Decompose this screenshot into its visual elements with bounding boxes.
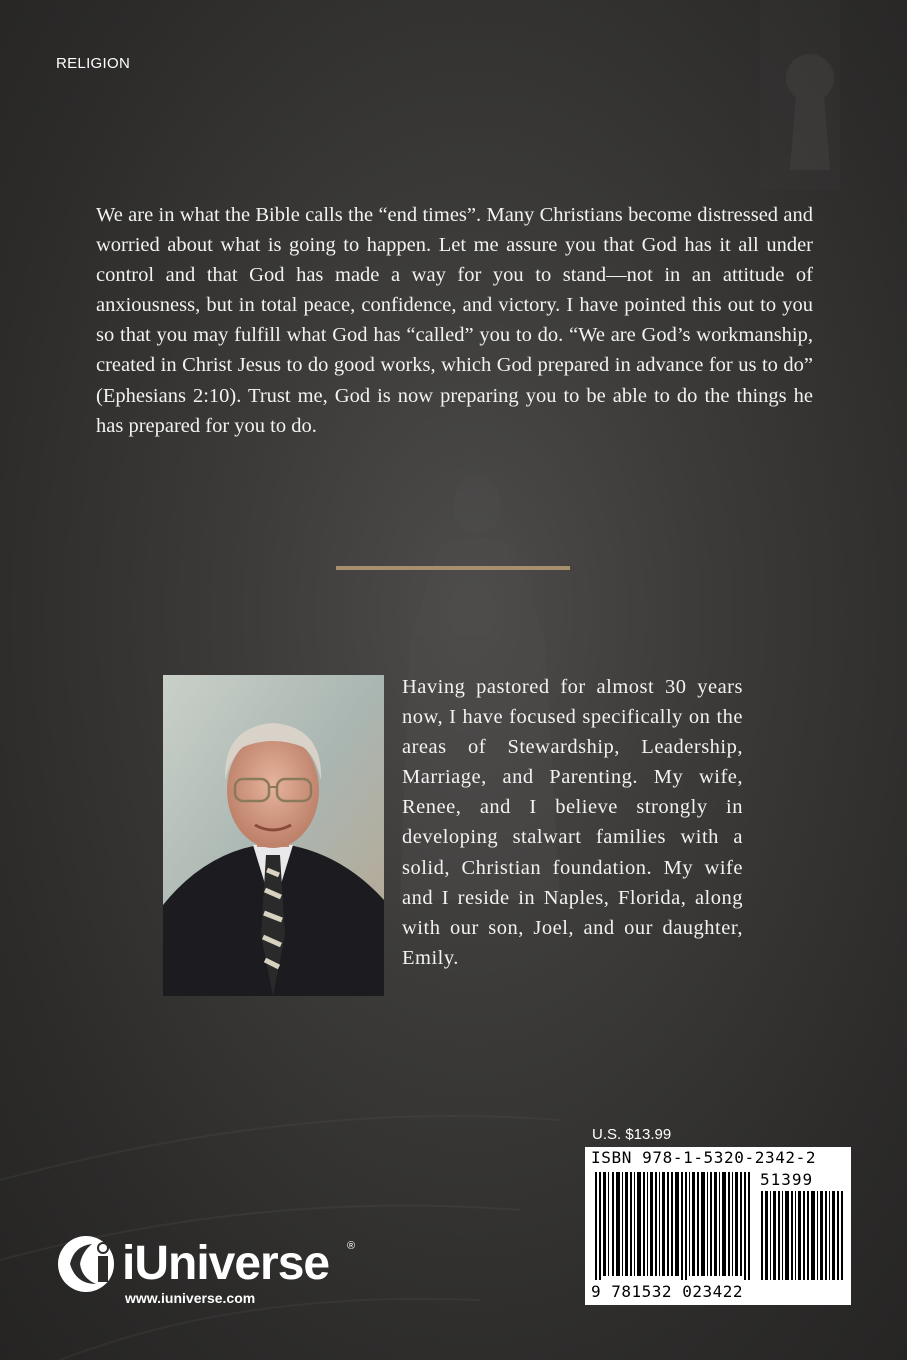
isbn-barcode: [585, 1147, 851, 1305]
price-addon-number: 51399: [760, 1170, 814, 1189]
category-label: RELIGION: [56, 55, 131, 72]
publisher-logo: [56, 1232, 356, 1312]
door-edge: [760, 0, 840, 190]
author-photo: [163, 675, 384, 996]
registered-mark: ®: [347, 1240, 356, 1252]
author-bio: Having pastored for almost 30 years now, I have focused specifically on the areas of Stewardship, Leadership, Marriage, and Parenting. My wife, Renee, and I believe strongly in developing stalwart families with a solid, Christian foundation. My wife and I reside in Naples, Florida, along with our son, Joel, and our daughter, Emily.: [402, 676, 743, 969]
publisher-name: iUniverse: [122, 1237, 330, 1290]
price-label: U.S. $13.99: [592, 1126, 672, 1143]
publisher-url: www.iuniverse.com: [125, 1290, 256, 1306]
isbn-text: ISBN 978-1-5320-2342-2: [591, 1148, 817, 1167]
silhouette-head: [453, 475, 501, 535]
stair-line-1: [0, 1116, 560, 1180]
back-cover-blurb: We are in what the Bible calls the “end times”. Many Christians become distressed and worried about what is going to happen. Let me assure you that God has it all under control and that God has made a way for you to stand—not in an attitude of anxiousness, but in total peace, confidence, and victory. I have pointed this out to you so that you may fulfill what God has “called” you to do. “We are God’s workmanship, created in Christ Jesus to do good works, which God prepared in advance for us to do” (Ephesians 2:10). Trust me, God is now preparing you to be able to do the things he has prepared for you to do.: [96, 204, 813, 437]
section-divider: [336, 566, 570, 570]
iuniverse-globe-icon: [56, 1234, 126, 1294]
ean-number: 9 781532 023422: [591, 1282, 743, 1301]
